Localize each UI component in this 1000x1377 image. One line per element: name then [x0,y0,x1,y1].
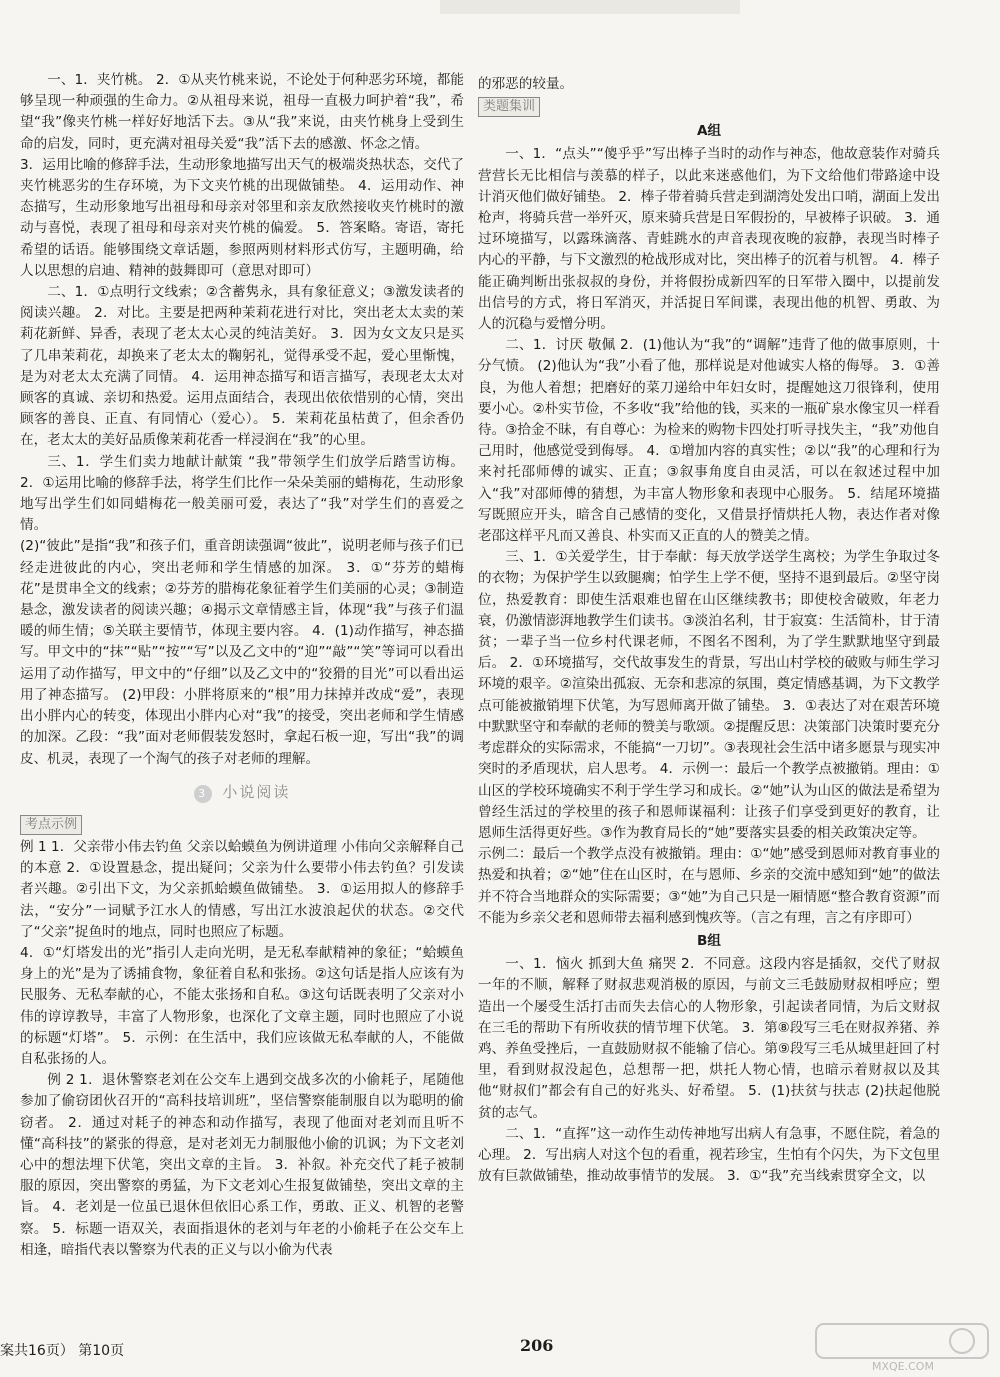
right-paragraph-0: 的邪恶的较量。 [478,76,574,92]
right-paragraph-3: 三、1．①关爱学生，甘于奉献：每天放学送学生离校；为学生争取过冬的衣物；为保护学生以致腿瘸；怕学生上学不便，坚持不退到最后。②坚守岗位，热爱教育：即使生活艰难也留在山区继续教书；即使校舍破败，年老力衰，仍激情澎湃地教学生们读书。③淡泊名利，甘于寂寞：生活简朴，甘于清贫；一辈子当一位乡村代课老师，不图名不图利，为了学生默默地坚守到最后。 2．①环境描写，交代故事发生的背景，写出山村学校的破败与师生学习环境的艰辛。②渲染出孤寂、无奈和悲凉的氛围，奠定情感基调，为下文教学点可能被撤销埋下伏笔，为写恩师离开做了铺垫。 3．①表达了对在艰苦环境中默默坚守和奉献的老师的赞美与歌颂。②提醒反思：决策部门决策时要充分考虑群众的实际需求，不能搞“一刀切”。③表现社会生活中诸多愿景与现实冲突时的矛盾现状，启人思考。 4．示例一：最后一个教学点被撤销。理由：①山区的学校环境确实不利于学生学习和成长。②“她”认为山区的做法是希望为曾经生活过的学校里的孩子和恩师谋福利：让孩子们享受到更好的教育，让恩师生活得更好些。③作为教育局长的“她”要落实县委的相关政策决定等。 [478,549,940,841]
scan-top-strip [440,0,740,14]
right-paragraph-2: 二、1．讨厌 敬佩 2．(1)他认为“我”的“调解”违背了他的做事原则，十分气愤。 (2)他认为“我”小看了他，那样说是对他诚实人格的侮辱。 3．①善良，为他人着想；把磨好的菜刀递给中年妇女时，提醒她这刀很锋利，使用要小心。②朴实节俭，不多收“我”给他的钱，买来的一瓶矿泉水像宝贝一样看待。③拾金不昧，有自尊心：为检来的购物卡四处打听寻找失主，“我”劝他自己用时，他感觉受到侮辱。 4．①增加内容的真实性；②以“我”的心理和行为来衬托邵师傅的诚实、正直；③叙事角度自由灵活，可以在叙述过程中加入“我”对邵师傅的猜想，为丰富人物形象和表现中心服务。 5．结尾环境描写既照应开头，暗含自己感情的变化，又借景抒情烘托人物，表达作者对像老邵这样平凡而又善良、朴实而又正直的人的赞美之情。 [478,337,940,545]
tag-kaodian: 考点示例 [20,815,82,835]
right-paragraph-5: 一、1．恼火 抓到大鱼 痛哭 2．不同意。这段内容是插叙，交代了财叔一年的不顺，解释了财叔悲观消极的原因，与前文三毛鼓励财叔相呼应；塑造出一个屡受生活打击而失去信心的人物形象，引起读者同情，为后文财叔在三毛的帮助下有所收获的情节埋下伏笔。 3．第⑧段写三毛在财叔养猪、养鸡、养鱼受挫后，一直鼓励财叔不能输了信心。第⑨段写三毛从城里赶回了村里，看到财叔没起色，总想帮一把，烘托人物心情，也暗示着财叔以及其他“财叔们”都会有自己的好兆头、好希望。 5．(1)扶贫与扶志 (2)扶起他脱贫的志气。 [478,956,940,1121]
section-title: 小说阅读 [222,782,291,801]
right-paragraph-6: 二、1．“直挥”这一动作生动传神地写出病人有急事，不愿住院，着急的心理。 2．写出病人对这个包的看重，视若珍宝，生怕有个闪失，为下文包里放有巨款做铺垫，推动故事情节的发展。 3．①“我”充当线索贯穿全文，以 [478,1125,940,1185]
right-paragraph-4: 示例二：最后一个教学点没有被撤销。理由：①“她”感受到恩师对教育事业的热爱和执着；②“她”住在山区时，在与恩师、乡亲的交流中感知到“她”的做法并不符合当地群众的实际需要；③“她”为自己只是一厢情愿“整合教育资源”而不能为乡亲父老和恩师带去福利感到愧疚等。（言之有理，言之有序即可） [478,846,940,926]
page-number: 206 [520,1336,554,1355]
left-column [20,70,464,1261]
footer-page-info: 案共16页） 第10页 [0,1343,125,1359]
left-paragraph-8: 例 2 1．退休警察老刘在公交车上遇到交战多次的小偷耗子，尾随他参加了偷窃团伙召开的“高科技培训班”，坚信警察能制服自以为聪明的偷窃者。 2．通过对耗子的神态和动作描写，表现了他面对老刘而且听不懂“高科技”的紧张的得意，是对老刘无力制服他小偷的讥讽；为下文老刘心中的想法埋下伏笔，突出文章的主旨。 3．补叙。补充交代了耗子被制服的原因，突出警察的勇猛，为下文老刘心生报复做铺垫，突出文章的主旨。 4．老刘是一位虽已退休但依旧心系工作，勇敢、正义、机智的老警察。 5．标题一语双关，表面指退休的老刘与年老的小偷耗子在公交车上相逢，暗指代表以警察为代表的正义与以小偷为代表 [20,1072,464,1258]
section-heading [20,782,464,803]
section-number: 3 [194,785,212,803]
group-a-heading: A组 [696,123,722,140]
left-paragraph-3: 二、1．①点明行文线索；②含蓄隽永，具有象征意义；③激发读者的阅读兴趣。 2．对比。主要是把两种茉莉花进行对比，突出老太太卖的茉莉花新鲜、异香，表现了老太太心灵的纯洁美好。 3．因为女文友只是买了几串茉莉花，却换来了老太太的鞠躬礼，觉得承受不起，爱心里惭愧，是为对老太太充满了同情。 4．运用神态描写和语言描写，表现老太太对顾客的真诚、亲切和热爱。运用点面结合，表现出依依惜别的心情，突出顾客的善良、正直、有同情心（爱心）。 5．茉莉花虽枯黄了，但余香仍在，老太太的美好品质像茉莉花香一样浸润在“我”的心里。 [20,284,464,449]
watermark-logo [812,1322,992,1374]
left-paragraph-6: 例 1 1．父亲带小伟去钓鱼 父亲以蛤蟆鱼为例讲道理 小伟向父亲解释自己的本意 2．①设置悬念，提出疑问；父亲为什么要带小伟去钓鱼？引发读者兴趣。②引出下文，为父亲抓蛤蟆鱼做铺垫。 3．①运用拟人的修辞手法，“安分”一词赋予江水人的情感，写出江水波浪起伏的状态。②交代了“父亲”捉鱼时的地点，同时也照应了标题。 [20,838,464,940]
left-paragraph-2: 3．运用比喻的修辞手法，生动形象地描写出天气的极端炎热状态，交代了夹竹桃恶劣的生存环境，为下文夹竹桃的出现做铺垫。 4．运用动作、神态描写，生动形象地写出祖母和母亲对邻里和亲友欣然接收夹竹桃时的激动与喜悦，表现了祖母和母亲对夹竹桃的偏爱。 5．答案略。寄语，寄托希望的话语。能够围绕文章话题，参照两则材料形式仿写，主题明确，给人以思想的启迪、精神的鼓舞即可（意思对即可） [20,156,464,279]
group-b-heading: B组 [697,932,721,949]
left-paragraph-4: 三、1．学生们卖力地献计献策 “我”带领学生们放学后踏雪访梅。 2．①运用比喻的修辞手法，将学生们比作一朵朵美丽的蜡梅花，生动形象地写出学生们如同蜡梅花一般美丽可爱，表达了“我”对学生们的喜爱之情。 [20,453,464,534]
tag-leiti: 类题集训 [478,97,540,117]
left-paragraph-5: (2)“彼此”是指“我”和孩子们，重音朗读强调“彼此”，说明老师与孩子们已经走进彼此的内心，突出老师和学生情感的加深。 3．①“芬芳的蜡梅花”是贯串全文的线索；②芬芳的腊梅花象征着学生们美丽的心灵；③制造悬念，激发读者的阅读兴趣；④揭示文章情感主旨，体现“我”与孩子们温暖的师生情；⑤关联主要情节，体现主要内容。 4．(1)动作描写，神态描写。甲文中的“抹”“贴”“按”“写”以及乙文中的“迎”“敲”“笑”等词可以看出运用了动作描写，甲文中的“仔细”以及乙文中的“狡猾的目光”可以看出运用了神态描写。 (2)甲段：小胖将原来的“根”用力抹掉并改成“爱”，表现出小胖内心的转变，体现出小胖内心对“我”的接受，突出老师和学生情感的加深。乙段：“我”面对老师假装发怒时，拿起石板一迎，写出“我”的调皮、机灵，表现了一个淘气的孩子对老师的理解。 [20,538,464,767]
left-paragraph-1: 一、1．夹竹桃。 2．①从夹竹桃来说，不论处于何种恶劣环境，都能够呈现一种顽强的生命力。②从祖母来说，祖母一直极力呵护着“我”，希望“我”像夹竹桃一样好好地活下去。③从“我”来说，由夹竹桃身上受到生命的启发，同时，更充满对祖母关爱“我”活下去的感激、怀念之情。 [20,72,464,152]
watermark-text: MXQE.COM [872,1360,934,1373]
right-paragraph-1: 一、1．“点头”“傻乎乎”写出棒子当时的动作与神态，他故意装作对骑兵营营长无比相信与羡慕的样子，以此来迷惑他们，为下文给他们带路途中设计消灭他们做好铺垫。 2．棒子带着骑兵营走到湖湾处发出口哨，湖面上发出枪声，将骑兵营一举歼灭，原来骑兵营是日军假扮的，早被棒子识破。 3．通过环境描写，以露珠滴落、青蛙跳水的声音表现夜晚的寂静，表现当时棒子内心的平静，与下文激烈的枪战形成对比，突出棒子的沉着与机智。 4．棒子能正确判断出张叔叔的身份，并将假扮成新四军的日军带入圈中，以提前发出信号的方式，将日军消灭，并活捉日军间谍，表现出他的机智、勇敢、为人的沉稳与爱憎分明。 [478,146,940,333]
right-column [478,74,940,1187]
left-paragraph-7: 4．①“灯塔发出的光”指引人走向光明，是无私奉献精神的象征；“蛤蟆鱼身上的光”是为了诱捕食物，象征着自私和张扬。②这句话是指人应该有为民服务、无私奉献的心，不能太张扬和自私。③这句话既表明了父亲对小伟的谆谆教导，丰富了人物形象，也深化了文章主题，同时也照应了小说的标题“灯塔”。 5．示例：在生活中，我们应该做无私奉献的人，不能做自私张扬的人。 [20,944,464,1067]
